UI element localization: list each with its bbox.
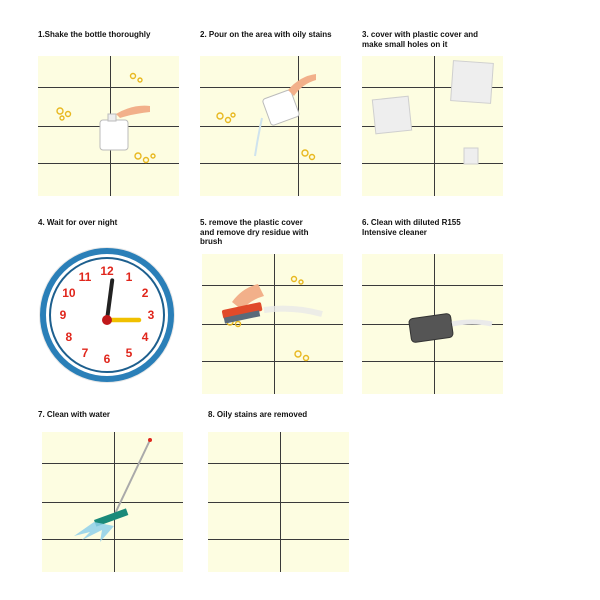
oil-stain-icon [295,351,309,361]
step-8-panel [208,432,349,572]
step-2-caption: 2. Pour on the area with oily stains [200,30,332,39]
plastic-cover-icon [464,148,478,164]
step-1-panel [38,56,179,196]
oil-stain-icon [292,277,304,285]
clock-numeral: 11 [78,269,92,284]
clock-numeral: 12 [100,264,114,278]
step-3-panel [362,56,503,196]
oil-stain-icon [217,113,235,123]
liquid-stream [255,118,262,156]
clock-icon [38,246,176,384]
step-7-caption: 7. Clean with water [38,410,111,419]
step-3-caption: 3. cover with plastic cover and make small holes on it [362,30,479,49]
mop-handle [112,440,150,520]
step-3-illustration [362,56,503,196]
step-2-illustration [200,56,341,196]
step-7-illustration [42,432,183,572]
step-1-caption: 1.Shake the bottle thoroughly [38,30,151,39]
step-1-illustration [38,56,179,196]
step-5-illustration [202,254,343,394]
clock-numeral: 2 [141,286,149,300]
clock-numeral: 9 [59,308,67,322]
clock-center [102,315,112,325]
oil-stain-icon [57,108,71,120]
step-8-caption: 8. Oily stains are removed [208,410,308,419]
hand-icon [288,74,316,96]
clock-numeral: 10 [62,286,76,300]
step-6-illustration [362,254,503,394]
water-icon [74,522,114,542]
clock-numeral: 4 [141,330,149,344]
step-7-panel [42,432,183,572]
step-6-caption: 6. Clean with diluted R155 Intensive cleaner [362,218,461,237]
oil-stain-icon [131,74,143,83]
plastic-cover-icon [451,61,494,104]
clock-numeral: 7 [81,346,89,361]
step-5-panel [202,254,343,394]
clock-numeral: 5 [125,346,133,361]
hand-icon [116,106,150,118]
oil-stain-icon [302,150,315,160]
step-6-panel [362,254,503,394]
bottle-icon [100,120,128,150]
clock [38,246,176,384]
scrub-pad-icon [409,313,454,343]
clock-numeral: 3 [147,308,155,322]
step-4-caption: 4. Wait for over night [38,218,118,227]
plastic-cover-icon [372,96,411,134]
oil-stain-icon [135,153,155,163]
clock-numeral: 8 [65,330,73,344]
step-5-caption: 5. remove the plastic cover and remove dry residue with brush [200,218,309,246]
clock-numeral: 1 [125,269,133,284]
step-2-panel [200,56,341,196]
clock-numeral: 6 [103,352,111,366]
